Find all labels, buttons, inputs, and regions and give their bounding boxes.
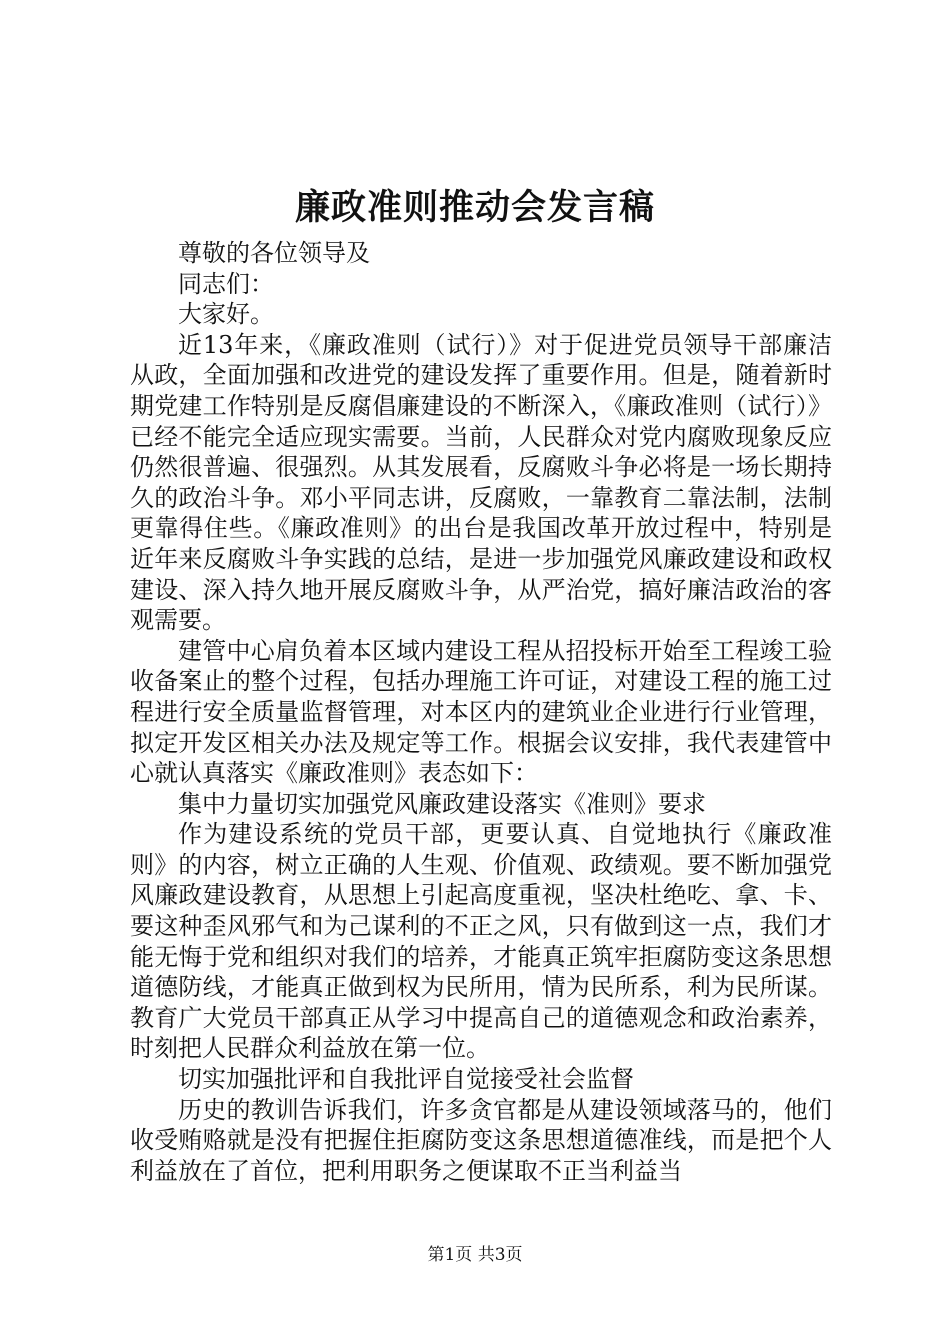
salutation-line-1: 尊敬的各位领导及 <box>178 239 370 267</box>
salutation-line-2: 同志们： <box>178 269 274 298</box>
page-footer: 第1页 共3页 <box>427 1245 523 1265</box>
document-title: 廉政准则推动会发言稿 <box>294 187 655 228</box>
document-body <box>130 238 832 1186</box>
section-heading-2: 切实加强批评和自我批评自觉接受社会监督 <box>178 1065 634 1094</box>
greeting: 大家好。 <box>178 300 274 329</box>
paragraph-intro: 近13年来，《廉政准则（试行）》对于促进党员领导干部廉洁从政，全面加强和改进党的建设发挥了重要作用。但是，随着新时期党建工作特别是反腐倡廉建设的不断深入，《廉政准则（试行）》已经不能完全适应现实需要。当前，人民群众对党内腐败现象反应仍然很普遍、很强烈。从其发展看，反腐败斗争必将是一场长期持久的政治斗争。邓小平同志讲，反腐败，一靠教育二靠法制，法制更靠得住些。《廉政准则》的出台是我国改革开放过程中，特别是近年来反腐败斗争实践的总结，是进一步加强党风廉政建设和政权建设、深入持久地开展反腐败斗争，从严治党，搞好廉洁政治的客观需要。 <box>130 330 832 635</box>
paragraph-section-1: 作为建设系统的党员干部，更要认真、自觉地执行《廉政准则》的内容，树立正确的人生观、价值观、政绩观。要不断加强党风廉政建设教育，从思想上引起高度重视，坚决杜绝吃、拿、卡、要这种歪风邪气和为己谋利的不正之风，只有做到这一点，我们才能无悔于党和组织对我们的培养，才能真正筑牢拒腐防变这条思想道德防线，才能真正做到权为民所用，情为民所系，利为民所谋。教育广大党员干部真正从学习中提高自己的道德观念和政治素养，时刻把人民群众利益放在第一位。 <box>130 820 832 1063</box>
section-heading-1: 集中力量切实加强党风廉政建设落实《准则》要求 <box>178 789 706 818</box>
paragraph-section-2: 历史的教训告诉我们，许多贪官都是从建设领域落马的，他们收受贿赂就是没有把握住拒腐防变这条思想道德准线，而是把个人利益放在了首位，把利用职务之便谋取不正当利益当 <box>130 1095 832 1185</box>
paragraph-center-duties: 建管中心肩负着本区域内建设工程从招投标开始至工程竣工验收备案止的整个过程，包括办理施工许可证，对建设工程的施工过程进行安全质量监督管理，对本区内的建筑业企业进行行业管理，拟定开发区相关办法及规定等工作。根据会议安排，我代表建管中心就认真落实《廉政准则》表态如下： <box>130 636 832 788</box>
